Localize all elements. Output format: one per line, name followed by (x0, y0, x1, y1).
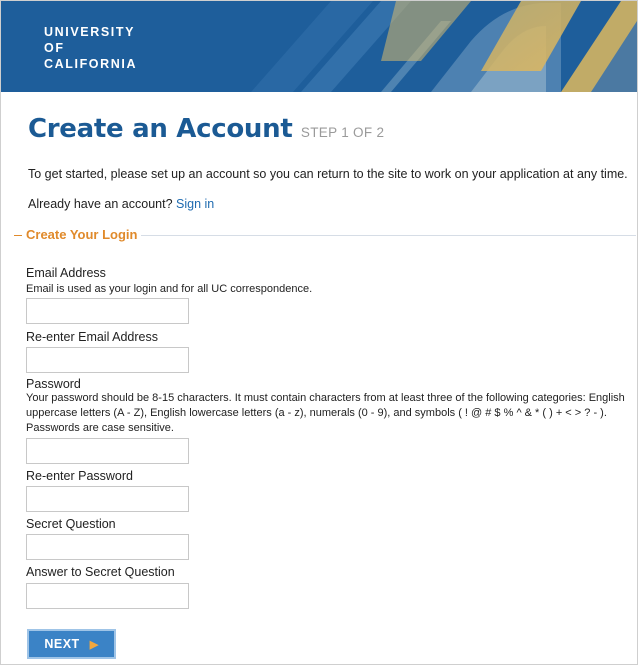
university-logo[interactable] (44, 24, 137, 72)
header-banner (1, 1, 637, 92)
password-label: Password (26, 377, 81, 391)
secret-answer-label: Answer to Secret Question (26, 565, 175, 579)
intro-text: To get started, please set up an account so you can return to the site to work on your application at any time. (28, 167, 628, 181)
email-input[interactable] (26, 298, 189, 324)
reenter-email-input[interactable] (26, 347, 189, 373)
logo-line: UNIVERSITY (44, 25, 136, 39)
sign-in-link[interactable]: Sign in (176, 197, 215, 211)
form-legend: Create Your Login (22, 227, 141, 242)
already-text: Already have an account? (28, 197, 173, 211)
sign-in-prompt (28, 197, 214, 211)
logo-line: CALIFORNIA (44, 57, 138, 71)
chevron-right-icon: ▶ (89, 638, 99, 651)
password-help: Your password should be 8-15 characters. It must contain characters from at least three of the following categories: English uppercase letters (A - Z), English lowercase letters (a - z), numerals (0 - 9), and symbols ( ! @ # $ % ^ & * ( ) + < > ? - ). Passwords are case sensitive. (26, 392, 625, 434)
page-title: Create an Account (28, 114, 293, 144)
logo-line: OF (44, 41, 65, 55)
password-input[interactable] (26, 438, 189, 464)
next-button[interactable] (27, 629, 116, 659)
step-indicator: STEP 1 OF 2 (300, 125, 385, 140)
reenter-email-label: Re-enter Email Address (26, 330, 159, 344)
page-title-row (28, 114, 384, 144)
next-button-label: NEXT (44, 637, 80, 651)
reenter-password-input[interactable] (26, 486, 189, 512)
secret-answer-input[interactable] (26, 583, 189, 609)
secret-question-label: Secret Question (26, 517, 116, 531)
email-label: Email Address (26, 266, 106, 280)
email-help: Email is used as your login and for all UC correspondence. (26, 283, 313, 295)
reenter-password-label: Re-enter Password (26, 469, 133, 483)
secret-question-input[interactable] (26, 534, 189, 560)
